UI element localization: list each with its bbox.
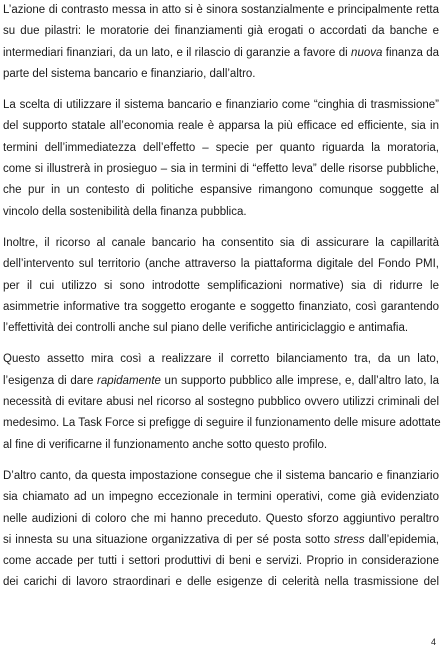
text-run: su due pilastri: le moratorie dei finanziamenti già erogati o accordati da banche e: [3, 25, 439, 38]
text-line: [3, 95, 439, 116]
text-line: [3, 43, 439, 64]
text-run: L’azione di contrasto messa in atto si è sinora sostanzialmente e principalmente retta: [3, 4, 439, 16]
page-number: 4: [430, 637, 436, 647]
text-run: medesimo. La Task Force si prefigge di seguire il funzionamento delle misure adottate: [3, 417, 441, 430]
paragraph: [3, 0, 439, 85]
text-run: parte del sistema bancario e finanziario, dall’altro.: [3, 67, 256, 80]
paragraph: [3, 349, 439, 455]
emphasized-text: rapidamente: [96, 374, 161, 387]
text-run: un supporto pubblico alle imprese, e, dall’altro lato, la: [160, 374, 439, 387]
text-run: D’altro canto, da questa impostazione consegue che il sistema bancario e finanziario: [3, 469, 439, 482]
text-line: [3, 392, 439, 413]
text-run: l’esigenza di dare: [3, 374, 97, 387]
emphasized-text: stress: [334, 533, 365, 546]
text-run: dell’intervento sul territorio (anche attraverso la piattaforma digitale del Fondo PMI,: [3, 258, 439, 271]
text-run: termini dell’immediatezza dell’effetto – specie per quanto riguarda la moratoria,: [3, 141, 439, 154]
text-run: sia chiamato ad un impegno eccezionale in termini operativi, come già evidenziato: [3, 491, 439, 504]
emphasized-text: nuova: [351, 46, 383, 59]
text-run: Inoltre, il ricorso al canale bancario ha consentito sia di assicurare la capillarità: [3, 236, 439, 249]
text-line: [3, 0, 439, 21]
text-run: al fine di verificarne il funzionamento anche sotto questo profilo.: [3, 438, 328, 451]
text-line: [3, 21, 439, 42]
text-line: [3, 530, 439, 551]
paragraph: [3, 95, 439, 223]
text-line: [3, 297, 439, 318]
text-run: dall’epidemia,: [364, 533, 439, 546]
text-line: [3, 276, 439, 297]
text-run: per il cui utilizzo si sono introdotte semplificazioni normative) sia di ridurre le: [3, 279, 439, 292]
text-run: nelle audizioni di coloro che mi hanno preceduto. Questo sforzo aggiuntivo peraltro: [3, 512, 439, 525]
text-run: finanza da: [382, 46, 439, 59]
text-line: [3, 435, 439, 456]
text-run: del supporto statale all’economia reale è apparsa la più efficace ed efficiente, sia in: [3, 120, 439, 133]
text-run: come accade per tutti i settori produttivi di beni e servizi. Proprio in considerazione: [3, 555, 439, 568]
paragraph: [3, 233, 439, 339]
text-line: [3, 318, 439, 339]
paragraph: [3, 466, 439, 594]
text-run: si innesta su una situazione organizzativa di per sé posta sotto: [3, 533, 334, 546]
text-run: La scelta di utilizzare il sistema bancario e finanziario come “cinghia di trasmissione”: [3, 99, 439, 112]
text-line: [3, 371, 439, 392]
text-line: [3, 202, 439, 223]
text-line: [3, 254, 439, 275]
text-line: [3, 349, 439, 370]
text-run: che pur in un contesto di politiche espansive rimangono comunque soggette al: [3, 184, 439, 197]
text-run: asimmetrie informative tra soggetto erogante e soggetto finanziato, così garantendo: [3, 300, 439, 313]
text-run: dei carichi di lavoro straordinari e delle esigenze di celerità nella trasmissione del: [3, 576, 439, 589]
text-run: Questo assetto mira così a realizzare il corretto bilanciamento tra, da un lato,: [3, 353, 439, 366]
text-run: intermediari finanziari, da un lato, e il rilascio di garanzie a favore di: [3, 46, 352, 59]
text-run: necessità di evitare abusi nel ricorso al sostegno pubblico ovvero utilizzi criminali del: [3, 396, 439, 409]
text-line: [3, 413, 439, 434]
text-run: come si illustrerà in prosieguo – sia in termini di “effetto leva” delle risorse pubbliche,: [3, 163, 439, 176]
text-line: [3, 159, 439, 180]
text-run: vincolo della sostenibilità della finanza pubblica.: [3, 205, 247, 218]
text-line: [3, 487, 439, 508]
text-line: [3, 180, 439, 201]
text-line: [3, 233, 439, 254]
text-line: [3, 509, 439, 530]
text-line: [3, 572, 439, 593]
text-line: [3, 138, 439, 159]
document-body: [3, 0, 439, 604]
text-line: [3, 551, 439, 572]
text-line: [3, 466, 439, 487]
text-line: [3, 64, 439, 85]
text-line: [3, 116, 439, 137]
text-run: l’effettività dei controlli anche sul piano delle verifiche antiriciclaggio e antimafia.: [3, 322, 409, 335]
